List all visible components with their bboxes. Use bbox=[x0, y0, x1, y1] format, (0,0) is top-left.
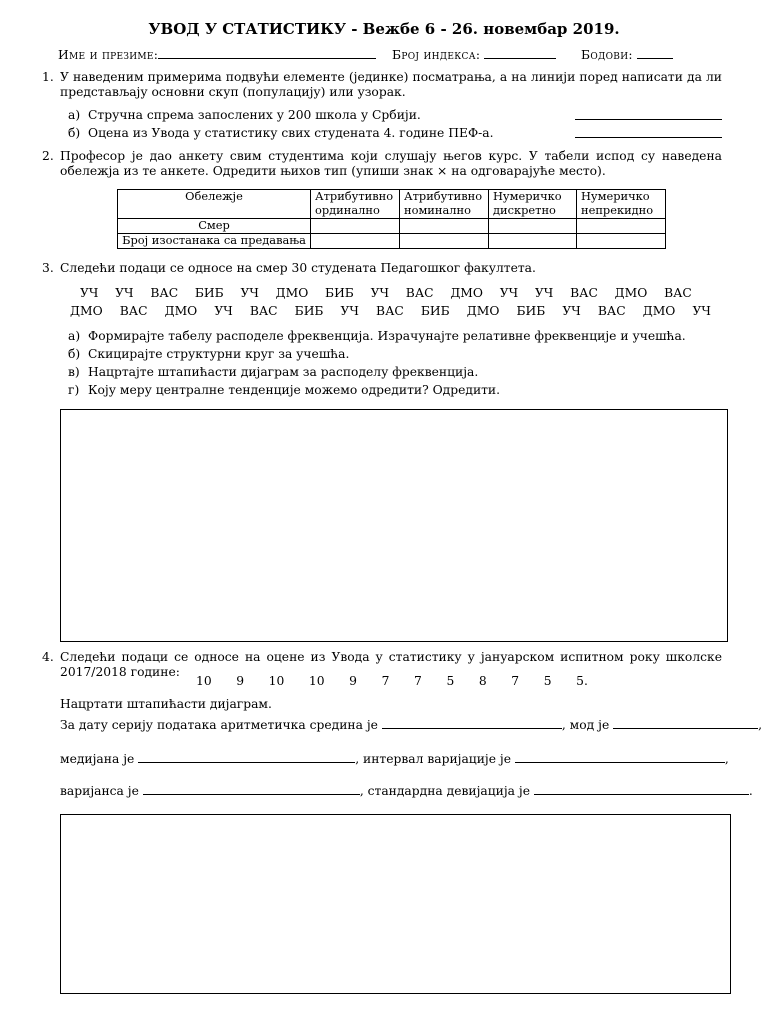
q3-text: Следећи подаци се односе на смер 30 студената Педагошког факултета. bbox=[60, 261, 536, 275]
q4-number: 4. bbox=[42, 650, 54, 664]
points-field[interactable] bbox=[581, 46, 673, 63]
data-value: ДМО bbox=[275, 286, 309, 300]
data-value: ВАС bbox=[664, 286, 692, 300]
q3-data-row-1 bbox=[80, 286, 692, 301]
data-value: ВАС bbox=[119, 304, 148, 318]
data-value: ДМО bbox=[164, 304, 198, 318]
std-label: , стандардна девијација је bbox=[359, 784, 530, 798]
data-value: ВАС bbox=[570, 286, 598, 300]
name-field[interactable] bbox=[58, 46, 376, 63]
variance-label: варијанса је bbox=[60, 784, 139, 798]
grade-value: 5. bbox=[576, 674, 588, 688]
q3-data-row-2 bbox=[70, 304, 711, 319]
data-value: БИБ bbox=[325, 286, 354, 300]
q3-c-label: в) bbox=[68, 365, 80, 379]
table-cell[interactable] bbox=[400, 233, 489, 248]
page-title: УВОД У СТАТИСТИКУ - Вежбе 6 - 26. новембар 2019. bbox=[148, 20, 620, 38]
data-value: УЧ bbox=[240, 286, 259, 300]
q2-text: Професор је дао анкету свим студентима који слушају његов курс. У табели испод су наведена обележја из те анкете. Одредити њихов тип (упиши знак × на одговарајуће место). bbox=[60, 149, 722, 179]
data-value: УЧ bbox=[562, 304, 581, 318]
data-value: ДМО bbox=[466, 304, 500, 318]
grade-value: 9 bbox=[349, 674, 357, 688]
median-blank[interactable] bbox=[138, 750, 355, 763]
q1-b-answer-line[interactable] bbox=[575, 125, 722, 138]
q1-a-answer-line[interactable] bbox=[575, 107, 722, 120]
table-header-nominal: Атрибутивно номинално bbox=[400, 190, 489, 219]
q3-d-label: г) bbox=[68, 383, 80, 397]
q3-c-text: Нацртајте штапићасти дијаграм за расподелу фреквенција. bbox=[88, 365, 479, 379]
data-value: БИБ bbox=[194, 286, 224, 300]
grade-value: 7 bbox=[511, 674, 520, 688]
index-blank[interactable] bbox=[484, 46, 556, 59]
q4-variance-std-line: варијанса је , стандардна девијација је . bbox=[60, 784, 753, 798]
mean-label: За дату серију података аритметичка средина је bbox=[60, 718, 378, 732]
data-value: ДМО bbox=[450, 286, 483, 300]
data-value: УЧ bbox=[370, 286, 390, 300]
q4-instruction: Нацртати штапићасти дијаграм. bbox=[60, 697, 272, 711]
table-row bbox=[118, 218, 666, 233]
q1-b-label: б) bbox=[68, 126, 81, 140]
data-value: ВАС bbox=[597, 304, 626, 318]
q4-text: Следећи подаци се односе на оцене из Увода у статистику у јануарском испитном року школске 2017/2018 године: bbox=[60, 650, 722, 680]
table-cell[interactable] bbox=[489, 233, 577, 248]
q3-b-text: Скицирајте структурни круг за учешћа. bbox=[88, 347, 350, 361]
points-blank[interactable] bbox=[637, 46, 673, 59]
grade-value: 10 bbox=[308, 674, 325, 688]
q3-a-label: а) bbox=[68, 329, 81, 343]
median-label: медијана је bbox=[60, 752, 135, 766]
name-blank[interactable] bbox=[158, 46, 376, 59]
q3-d-text: Коју меру централне тенденције можемо одредити? Одредити. bbox=[88, 383, 501, 397]
table-header-continuous: Нумеричко непрекидно bbox=[577, 190, 666, 219]
q3-b-label: б) bbox=[68, 347, 81, 361]
mode-label: , мод је bbox=[561, 718, 610, 732]
q1-b-text: Оцена из Увода у статистику свих студената 4. године ПЕФ-а. bbox=[88, 126, 494, 140]
q1-a-text: Стручна спрема запослених у 200 школа у Србији. bbox=[88, 108, 421, 122]
q4-grades-row bbox=[196, 674, 588, 689]
data-value: ДМО bbox=[614, 286, 648, 300]
data-value: ВАС bbox=[376, 304, 404, 318]
range-label: , интервал варијације је bbox=[355, 752, 511, 766]
table-cell[interactable] bbox=[577, 233, 666, 248]
grade-value: 5 bbox=[446, 674, 455, 688]
table-cell[interactable] bbox=[311, 233, 400, 248]
table-header-row bbox=[118, 190, 666, 219]
grade-value: 10 bbox=[196, 674, 212, 688]
data-value: УЧ bbox=[214, 304, 233, 318]
q3-number: 3. bbox=[42, 261, 54, 275]
index-field[interactable] bbox=[392, 46, 556, 63]
std-blank[interactable] bbox=[534, 782, 749, 795]
table-row-label: Број изостанака са предавања bbox=[118, 233, 311, 248]
data-value: УЧ bbox=[340, 304, 359, 318]
table-cell[interactable] bbox=[311, 218, 400, 233]
data-value: УЧ bbox=[499, 286, 519, 300]
mode-blank[interactable] bbox=[613, 716, 758, 729]
table-cell[interactable] bbox=[400, 218, 489, 233]
points-label: Бодови: bbox=[581, 48, 633, 62]
q1-text: У наведеним примерима подвући елементе (јединке) посматрања, а на линији поред написати да ли представљају основни скуп (популацију) или узорак. bbox=[60, 70, 722, 100]
data-value: УЧ bbox=[115, 286, 134, 300]
data-value: ДМО bbox=[70, 304, 103, 318]
q4-median-range-line: медијана је , интервал варијације је , bbox=[60, 752, 729, 766]
table-header-feature: Обележје bbox=[118, 190, 311, 219]
q4-answer-box[interactable] bbox=[60, 814, 731, 994]
q1-a-label: а) bbox=[68, 108, 81, 122]
grade-value: 7 bbox=[381, 674, 390, 688]
mean-blank[interactable] bbox=[382, 716, 562, 729]
q3-answer-box[interactable] bbox=[60, 409, 728, 642]
data-value: ВАС bbox=[249, 304, 278, 318]
q3-a-text: Формирајте табелу расподеле фреквенција. Израчунајте релативне фреквенције и учешћа. bbox=[88, 329, 686, 343]
data-value: УЧ bbox=[80, 286, 99, 300]
grade-value: 5 bbox=[543, 674, 552, 688]
data-value: УЧ bbox=[534, 286, 554, 300]
table-header-ordinal: Атрибутивно ординално bbox=[311, 190, 400, 219]
q2-number: 2. bbox=[42, 149, 54, 163]
data-value: ДМО bbox=[642, 304, 676, 318]
table-cell[interactable] bbox=[577, 218, 666, 233]
grade-value: 8 bbox=[478, 674, 487, 688]
data-value: БИБ bbox=[294, 304, 324, 318]
q4-mean-mode-line: За дату серију података аритметичка средина је , мод је , bbox=[60, 718, 763, 732]
table-cell[interactable] bbox=[489, 218, 577, 233]
variance-blank[interactable] bbox=[143, 782, 360, 795]
index-label: Број индекса: bbox=[392, 48, 481, 62]
grade-value: 10 bbox=[268, 674, 285, 688]
name-label: Име и презиме: bbox=[58, 48, 159, 62]
data-value: ВАС bbox=[150, 286, 179, 300]
data-value: ВАС bbox=[405, 286, 434, 300]
data-value: БИБ bbox=[420, 304, 450, 318]
table-row-label: Смер bbox=[118, 218, 311, 233]
range-blank[interactable] bbox=[515, 750, 725, 763]
q1-number: 1. bbox=[42, 70, 54, 84]
table-header-discrete: Нумеричко дискретно bbox=[489, 190, 577, 219]
grade-value: 7 bbox=[414, 674, 422, 688]
feature-type-table bbox=[117, 189, 666, 249]
data-value: УЧ bbox=[692, 304, 711, 318]
grade-value: 9 bbox=[236, 674, 245, 688]
data-value: БИБ bbox=[516, 304, 546, 318]
table-row bbox=[118, 233, 666, 248]
